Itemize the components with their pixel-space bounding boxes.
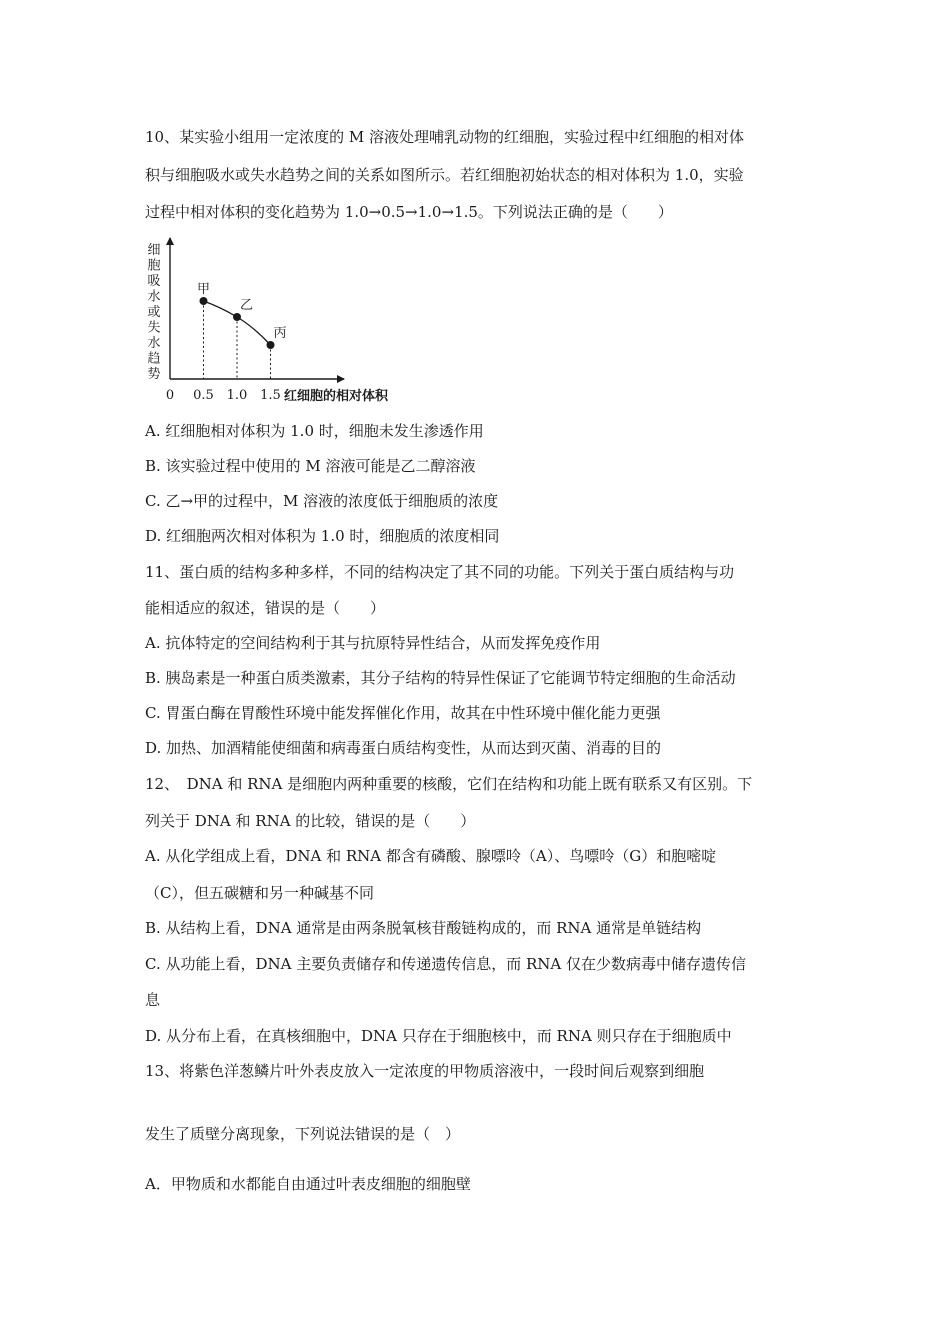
q10-chart (140, 232, 430, 407)
q13-option-a: A．甲物质和水都能自由通过叶表皮细胞的细胞壁 (145, 1175, 471, 1193)
q11-option-d: D. 加热、加酒精能使细菌和病毒蛋白质结构变性，从而达到灭菌、消毒的目的 (145, 739, 662, 757)
q10-option-d: D. 红细胞两次相对体积为 1.0 时，细胞质的浓度相同 (145, 527, 500, 545)
q11-option-a: A. 抗体特定的空间结构利于其与抗原特异性结合，从而发挥免疫作用 (145, 634, 601, 652)
chart-ylabel-text: 细胞吸水或失水趋势 (147, 243, 161, 382)
q10-stem-line-1: 10、某实验小组用一定浓度的 M 溶液处理哺乳动物的红细胞，实验过程中红细胞的相对体 (145, 128, 744, 146)
q12-option-c-line-1: C. 从功能上看，DNA 主要负责储存和传递遗传信息，而 RNA 仅在少数病毒中储存遗传信 (145, 955, 747, 973)
chart-origin-label: 0 (165, 388, 175, 403)
chart-point-甲 (200, 297, 208, 305)
q10-stem-line-3: 过程中相对体积的变化趋势为 1.0→0.5→1.0→1.5。下列说法正确的是（ ） (145, 203, 673, 221)
chart-x-tick-0: 0.5 (193, 388, 214, 403)
q12-option-a-line-2: （C），但五碳糖和另一种碱基不同 (145, 884, 374, 902)
q11-option-b: B. 胰岛素是一种蛋白质类激素，其分子结构的特异性保证了它能调节特定细胞的生命活动 (145, 669, 736, 687)
q12-option-a-line-1: A. 从化学组成上看，DNA 和 RNA 都含有磷酸、腺嘌呤（A）、鸟嘌呤（G）和胞嘧啶 (145, 847, 717, 865)
q10-stem-line-2: 积与细胞吸水或失水趋势之间的关系如图所示。若红细胞初始状态的相对体积为 1.0，实验 (145, 166, 744, 184)
chart-point-label-2: 丙 (273, 326, 287, 341)
q11-stem-line-1: 11、蛋白质的结构多种多样，不同的结构决定了其不同的功能。下列关于蛋白质结构与功 (145, 563, 735, 581)
chart-xlabel: 红细胞的相对体积 (284, 389, 389, 404)
chart-point-label-0: 甲 (196, 282, 211, 297)
q10-option-b: B. 该实验过程中使用的 M 溶液可能是乙二醇溶液 (145, 457, 476, 475)
q13-stem-line-1: 13、将紫色洋葱鳞片叶外表皮放入一定浓度的甲物质溶液中，一段时间后观察到细胞 (145, 1062, 705, 1080)
chart-x-tick-1: 1.0 (226, 388, 248, 403)
chart-point-乙 (233, 313, 241, 321)
chart-ylabel (147, 243, 160, 382)
q13-stem-line-2: 发生了质壁分离现象，下列说法错误的是（ ） (145, 1125, 461, 1143)
q12-stem-line-1: 12、 DNA 和 RNA 是细胞内两种重要的核酸，它们在结构和功能上既有联系又有区别。下 (145, 775, 753, 793)
q12-option-c-line-2: 息 (145, 991, 161, 1009)
q12-option-b: B. 从结构上看，DNA 通常是由两条脱氧核苷酸链构成的，而 RNA 通常是单链结构 (145, 919, 702, 937)
q10-option-c: C. 乙→甲的过程中，M 溶液的浓度低于细胞质的浓度 (145, 492, 499, 510)
q12-option-d: D. 从分布上看，在真核细胞中，DNA 只存在于细胞核中，而 RNA 则只存在于细胞质中 (145, 1027, 732, 1045)
q10-option-a: A. 红细胞相对体积为 1.0 时，细胞未发生渗透作用 (145, 422, 484, 440)
chart-point-丙 (267, 341, 275, 349)
q11-stem-line-2: 能相适应的叙述，错误的是（ ） (145, 599, 386, 617)
chart-point-label-1: 乙 (240, 298, 254, 313)
q11-option-c: C. 胃蛋白酶在胃酸性环境中能发挥催化作用，故其在中性环境中催化能力更强 (145, 704, 661, 722)
chart-x-tick-2: 1.5 (260, 388, 281, 403)
q12-stem-line-2: 列关于 DNA 和 RNA 的比较，错误的是（ ） (145, 812, 476, 830)
